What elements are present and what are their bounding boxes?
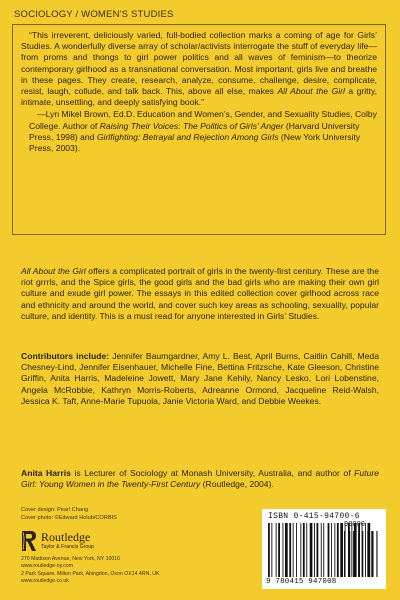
routledge-logo-icon [21,530,37,552]
cover-photo-credit: Cover photo: ©Edward Holub/CORBIS [21,515,117,521]
publisher-addresses [21,556,159,586]
cover-credits [21,506,117,522]
barcode-digits: 9 780415 947008 [266,578,337,586]
publisher-logo [21,530,94,552]
cover-design-credit: Cover design: Pearl Chang [21,507,89,513]
attribution-text: (New York University Press, 2003). [29,131,361,154]
contributors-label: Contributors include: [21,351,110,361]
description-book-title: All About the Girl [21,266,86,276]
attribution-book-title: Raising Their Voices: The Politics of Girls’ Anger [99,120,284,131]
review-quote-box [12,24,386,235]
contributors-paragraph [21,351,379,407]
attribution-text: —Lyn Mikel Brown, Ed.D. Education and Women’s, Gender, and Sexuality Studies, Colby College. Author of [29,109,377,131]
publisher-address-uk: 2 Park Square, Milton Park, Abingdon, Oxon OX14 4RN, UK [21,570,160,577]
attribution-book-title: Girlfighting: Betrayal and Rejection Among Girls [96,131,279,142]
price-code: 90000 [344,521,366,529]
publisher-web-us: www.routledge-ny.com [21,563,74,570]
editor-book-title: Future Girl: Young Women in the Twenty-First Century [21,468,379,490]
publisher-address-us: 270 Madison Avenue, New York, NY 10016 [21,556,121,562]
publisher-group: Taylor & Francis Group [41,544,95,550]
description-text: offers a complicated portrait of girls in the twenty-first century. These are the riot grrrls, and the Spice girls, the good girls and the bad girls who are making their own girl culture and exude girl power. The essays in this edited collection cover girlhood across race and ethnicity and around the world, and cover such key areas as schooling, sexuality, popular culture, and identity. This is a must read for anyone interested in Girls’ Studies. [21,266,379,321]
quote-text-part: “This irreverent, deliciously varied, full-bodied collection marks a coming of age for Girls’ Studies. A wonderfully diverse array of scholar/activists interrogate the stuff of everyday life—from proms and thongs to girl power politics and all waves of feminism—to theorize contemporary girlhood as a transnational conversation. Most important, girls live and breathe in these pages. They create, research, analyze, consume, challenge, desire, complicate, resist, laugh, collude, and talk back. This, above all else, makes [21,30,377,97]
publisher-name: Routledge [41,530,91,544]
editor-bio-text: (Routledge, 2004). [200,479,274,490]
quote-book-title: All About the Girl [277,86,345,97]
contributors-names: Jennifer Baumgardner, Amy L. Best, April Burns, Caitlin Cahill, Meda Chesney-Lind, Jennifer Eisenhauer, Michelle Fine, Bettina Fritzsche, Kate Gleeson, Christine Griffin, Anita Harris, Madeleine Jowett, Mary Jane Kehily, Nancy Lesko, Lori Lobenstine, Angela McRobbie, Kathryn Morris-Roberts, Adreanne Ormond, Jacqueline Reid-Walsh, Jessica K. Taft, Anne-Marie Tupuola, Janie Victoria Ward, and Debbie Weekes. [21,351,379,406]
category-label: SOCIOLOGY / WOMEN'S STUDIES [14,9,174,20]
publisher-web-uk: www.routledge.co.uk [21,578,69,585]
editor-bio-text: is Lecturer of Sociology at Monash University, Australia, and author of [70,468,355,478]
book-description [21,266,379,322]
quote-text-part: a gritty, intimate, unsettling, and deeply satisfying book.” [21,86,378,108]
attribution-text: (Harvard University Press, 1998) and [29,120,360,142]
editor-name: Anita Harris [21,468,71,478]
isbn-label: ISBN 0-415-94700-6 [268,512,360,521]
editor-bio [21,468,379,490]
review-quote [21,30,377,108]
barcode-image [262,509,386,589]
quote-attribution [21,109,377,154]
